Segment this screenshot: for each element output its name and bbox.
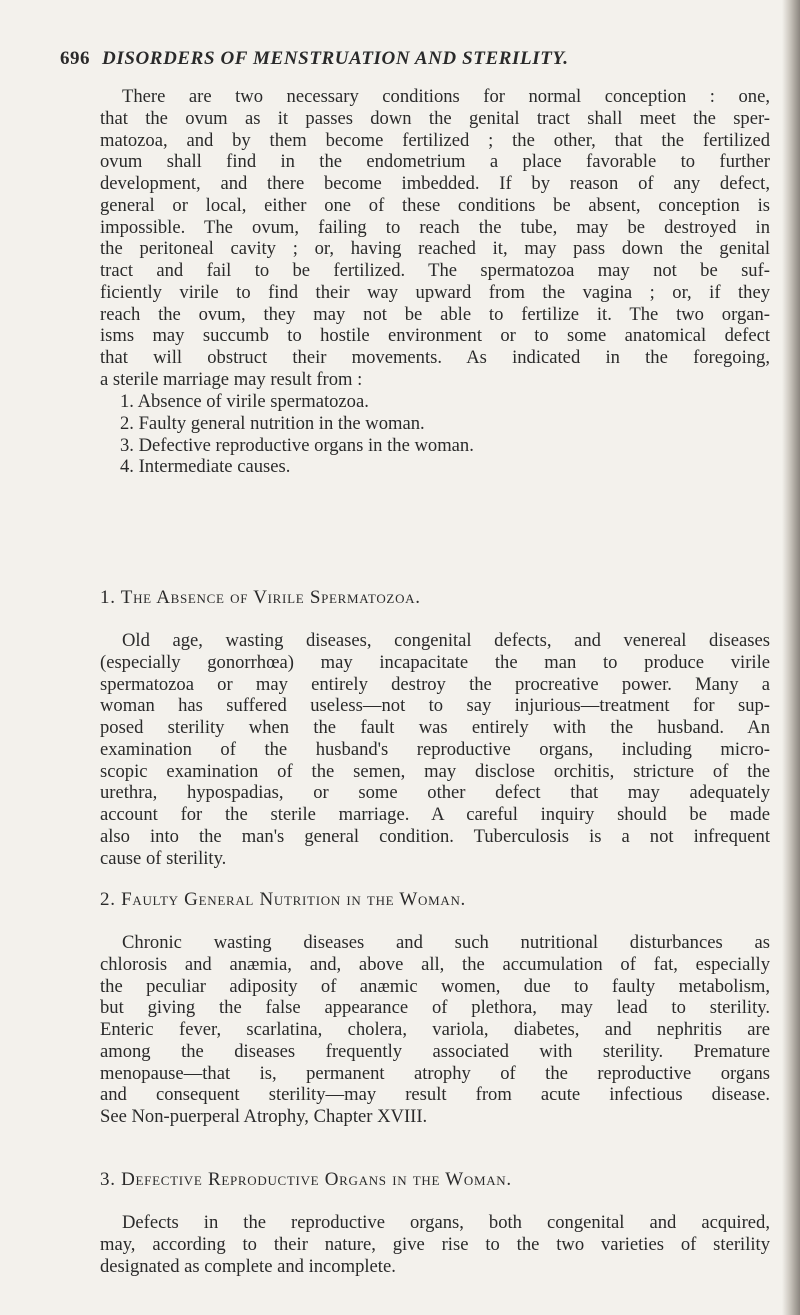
page-number: 696 xyxy=(60,48,90,69)
paragraph-defective-organs xyxy=(100,1212,770,1277)
running-title: DISORDERS OF MENSTRUATION AND STERILITY. xyxy=(102,48,569,69)
text-line: woman has suffered useless—not to say injurious—treatment for sup- xyxy=(100,695,770,717)
section-heading-2: 2. Faulty General Nutrition in the Woman. xyxy=(100,889,467,910)
text-line: tract and fail to be fertilized. The spermatozoa may not be suf- xyxy=(100,260,770,281)
text-line: the peritoneal cavity ; or, having reached it, may pass down the genital xyxy=(100,238,770,260)
text-line: among the diseases frequently associated with sterility. Premature xyxy=(100,1040,770,1062)
text-line: spermatozoa or may entirely destroy the procreative power. Many a xyxy=(100,673,770,695)
text-line: Defects in the reproductive organs, both congenital and acquired, xyxy=(122,1212,770,1233)
text-line: (especially gonorrhœa) may incapacitate the man to produce virile xyxy=(100,651,770,673)
text-line: Enteric fever, scarlatina, cholera, variola, diabetes, and nephritis are xyxy=(100,1019,770,1040)
text-line: There are two necessary conditions for normal conception : one, xyxy=(122,86,770,107)
text-line: development, and there become imbedded. If by reason of any defect, xyxy=(100,173,770,194)
text-line: the peculiar adiposity of anæmic women, due to faulty metabolism, xyxy=(100,975,770,997)
text-line: isms may succumb to hostile environment or to some anatomical defect xyxy=(100,325,770,347)
text-line: examination of the husband's reproductive organs, including micro- xyxy=(100,738,770,760)
text-line: general or local, either one of these conditions be absent, conception is xyxy=(100,194,770,216)
paragraph-spermatozoa xyxy=(100,630,770,869)
text-line: Old age, wasting diseases, congenital defects, and venereal diseases xyxy=(122,630,770,651)
text-line: that the ovum as it passes down the genital tract shall meet the sper- xyxy=(100,107,770,129)
text-line: impossible. The ovum, failing to reach the tube, may be destroyed in xyxy=(100,216,770,238)
text-line: ovum shall find in the endometrium a place favorable to further xyxy=(100,151,770,173)
text-line: Chronic wasting diseases and such nutritional disturbances as xyxy=(122,932,770,953)
page-edge xyxy=(782,0,800,1315)
causes-list xyxy=(100,391,770,478)
text-line: may, according to their nature, give rise to the two varieties of sterility xyxy=(100,1233,770,1255)
text-line: but giving the false appearance of plethora, may lead to sterility. xyxy=(100,997,770,1019)
text-line: scopic examination of the semen, may disclose orchitis, stricture of the xyxy=(100,760,770,782)
text-line: ficiently virile to find their way upward from the vagina ; or, if they xyxy=(100,281,770,303)
text-line: account for the sterile marriage. A careful inquiry should be made xyxy=(100,804,770,825)
text-line: and consequent sterility—may result from acute infectious disease. xyxy=(100,1084,770,1106)
text-line: reach the ovum, they may not be able to fertilize it. The two organ- xyxy=(100,303,770,325)
list-item: 1. Absence of virile spermatozoa. xyxy=(120,391,369,412)
text-line: matozoa, and by them become fertilized ; the other, that the fertilized xyxy=(100,129,770,151)
section-heading-3: 3. Defective Reproductive Organs in the Woman. xyxy=(100,1169,512,1190)
text-line: designated as complete and incomplete. xyxy=(100,1255,396,1277)
list-item: 3. Defective reproductive organs in the woman. xyxy=(120,434,474,456)
paragraph-nutrition xyxy=(100,932,770,1128)
text-line: urethra, hypospadias, or some other defect that may adequately xyxy=(100,782,770,804)
text-line: posed sterility when the fault was entirely with the husband. An xyxy=(100,717,770,738)
list-item: 2. Faulty general nutrition in the woman. xyxy=(120,412,425,434)
list-item: 4. Intermediate causes. xyxy=(120,456,291,478)
paragraph-intro xyxy=(100,86,770,391)
text-line: that will obstruct their movements. As indicated in the foregoing, xyxy=(100,347,770,368)
text-line: chlorosis and anæmia, and, above all, the accumulation of fat, especially xyxy=(100,953,770,975)
text-line: See Non-puerperal Atrophy, Chapter XVIII. xyxy=(100,1106,428,1127)
text-line: menopause—that is, permanent atrophy of the reproductive organs xyxy=(100,1062,770,1084)
text-line: also into the man's general condition. Tuberculosis is a not infrequent xyxy=(100,825,770,847)
text-line: a sterile marriage may result from : xyxy=(100,368,363,390)
section-heading-1: 1. The Absence of Virile Spermatozoa. xyxy=(100,587,421,608)
text-line: cause of sterility. xyxy=(100,847,227,869)
